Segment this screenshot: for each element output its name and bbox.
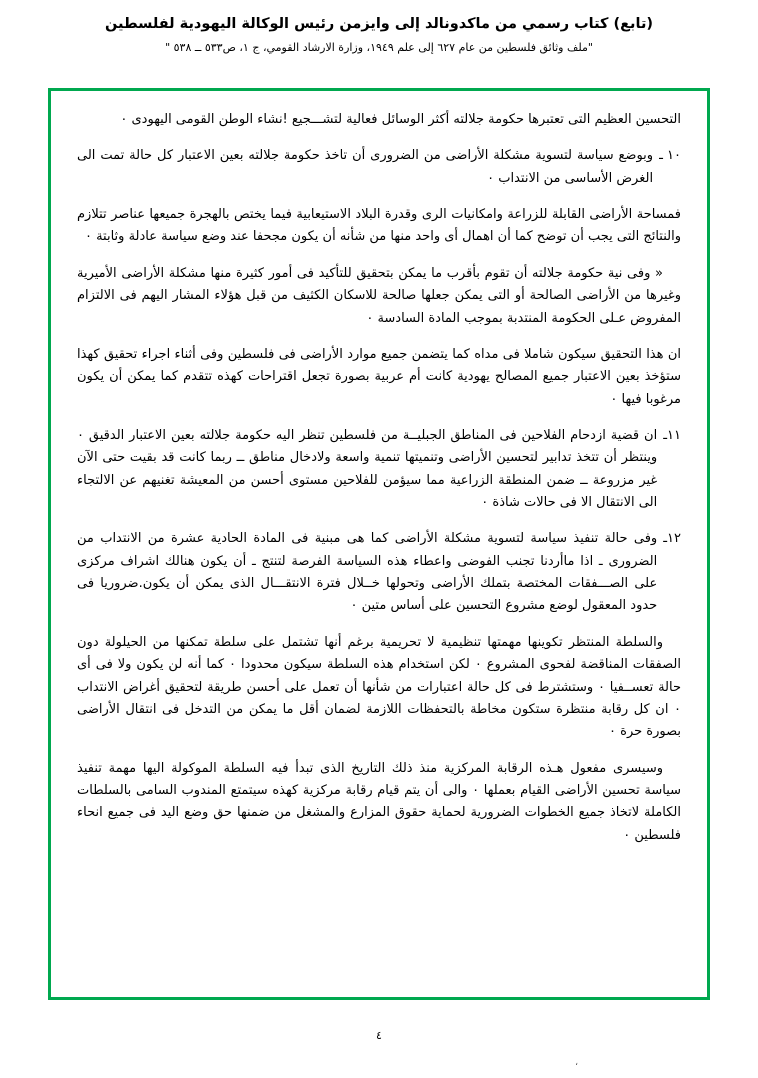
paragraph-text: وفى حالة تنفيذ سياسة لتسوية مشكلة الأراضى كما هى مبنية فى المادة الحادية عشرة من الانتداب من الضرورى ـ اذا ماأردنا تجنب الفوضى واعطاء هذه السياسة الفرصة لتنتج ـ أن يكون هنالك اشراف مركزى على الصـــفقات المختصة بتملك الأراضى وتحولها خــلال فترة الانتقـــال الذى يمكن أن يكون.ضروريا فى حدود المعقول لوضع مشروع التحسين على أساس متين ٠ — [77, 531, 658, 614]
paragraph-text: وبوضع سياسة لتسوية مشكلة الأراضى من الضرورى أن تاخذ حكومة جلالته بعين الاعتبار كل حالة تمت الى الغرض الأساسى من الانتداب ٠ — [77, 148, 654, 186]
paragraph-number: ١٠ ـ — [659, 148, 681, 164]
paragraph: فمساحة الأراضى القابلة للزراعة وامكانيات الرى وقدرة البلاد الاستيعابية فيما يختص بالهجرة جميعها عناصر تتلازم والنتائج التى يجب أن توضح كما أن اهمال أى واحد منها من شأنه أن يكون مجحفا عند وضع سياسة عادلة وثابتة ٠ — [77, 207, 681, 245]
numbered-paragraph — [77, 145, 681, 190]
page-subtitle: "ملف وثائق فلسطين من عام ٦٢٧ إلى علم ١٩٤٩، وزارة الارشاد القومي، ج ١، ص٥٣٣ ــ ٥٣٨ " — [165, 41, 593, 55]
numbered-paragraph — [77, 528, 681, 617]
page-number: ٤ — [376, 1029, 382, 1042]
paragraph: وسيسرى مفعول هـذه الرقابة المركزية منذ ذلك التاريخ الذى تبدأ فيه السلطة الموكولة اليها مهمة تنفيذ سياسة تحسين الأراضى القيام بعملها ٠ والى أن يتم قيام رقابة مركزية كهذه سيتمتع المندوب السامى بالسلطات الكاملة لاتخاذ جميع الخطوات الضرورية لحماية حقوق المزارع والمشغل من ضمنها حق وضع اليد فى جميع انحاء فلسطين ٠ — [77, 760, 682, 843]
paragraph-text: ان قضية ازدحام الفلاحين فى المناطق الجبليــة من فلسطين تنظر اليه حكومة جلالته بعين الاعتبار الدقيق ٠ وينتظر أن تتخذ تدابير لتحسين الأراضى وتنميتها تنمية واسعة ولادخال مناطق ــ ربما كانت قد بقيت حتى الآن غير مزروعة ــ ضمن المنطقة الزراعية مما سيؤمن للفلاحين مستوى أحسن من المعيشة تغنيهم عن الالتجاء الى الانتقال الا فى حالات شاذة ٠ — [77, 427, 658, 511]
document-header — [0, 0, 758, 54]
margin-mark: ، — [575, 1058, 578, 1068]
paragraph: « وفى نية حكومة جلالته أن تقوم بأقرب ما يمكن بتحقيق للتأكيد فى أمور كثيرة منها مشكلة الأراضى الأميرية وغيرها من الأراضى الصالحة أو التى يمكن جعلها صالحة للاسكان الكثيف من قبل هؤلاء المشار اليهم فى الالتزام المفروض عـلى الحكومة المنتدبة بموجب المادة السادسة ٠ — [77, 265, 681, 326]
page-title: (تابع) كتاب رسمي من ماكدونالد إلى وايزمن رئيس الوكالة اليهودية لفلسطين — [104, 16, 654, 32]
paragraph: والسلطة المنتظر تكوينها مهمتها تنظيمية لا تحريمية برغم أنها تشتمل على سلطة تمكنها من الحيلولة دون الصفقات المناقضة لفحوى المشروع ٠ لكن استخدام هذه السلطة سيكون محدودا ٠ كما أنه لن يكون ولا فى أى حالة تعســفيا ٠ وستشترط فى كل حالة اعتبارات من شأنها أن تعمل على أحسن طريقة لتحقيق أغراض الانتداب ٠ ان كل رقابة منتظرة ستكون مخاطة بالتحفظات اللازمة لضمان أقل ما يمكن من التدخل فى انتقال الأراضى بصورة حرة ٠ — [77, 634, 681, 740]
document-body — [77, 109, 681, 847]
numbered-paragraph — [77, 425, 681, 514]
paragraph: التحسين العظيم التى تعتبرها حكومة جلالته أكثر الوسائل فعالية لتشـــجيع !نشاء الوطن القومى اليهودى ٠ — [120, 112, 681, 127]
paragraph-number: ١١ـ — [663, 427, 681, 443]
content-frame — [48, 88, 710, 1000]
paragraph-number: ١٢ـ — [663, 531, 681, 547]
paragraph: ان هذا التحقيق سيكون شاملا فى مداه كما يتضمن جميع موارد الأراضى فى فلسطين وفى أثناء اجراء تحقيق كهذا ستؤخذ بعين الاعتبار جميع المصالح يهودية كانت أم عربية بصورة تجعل اقتراحات كهذه تتقدم كما يمكن أن يكون مرغوبا فيها ٠ — [77, 346, 681, 407]
